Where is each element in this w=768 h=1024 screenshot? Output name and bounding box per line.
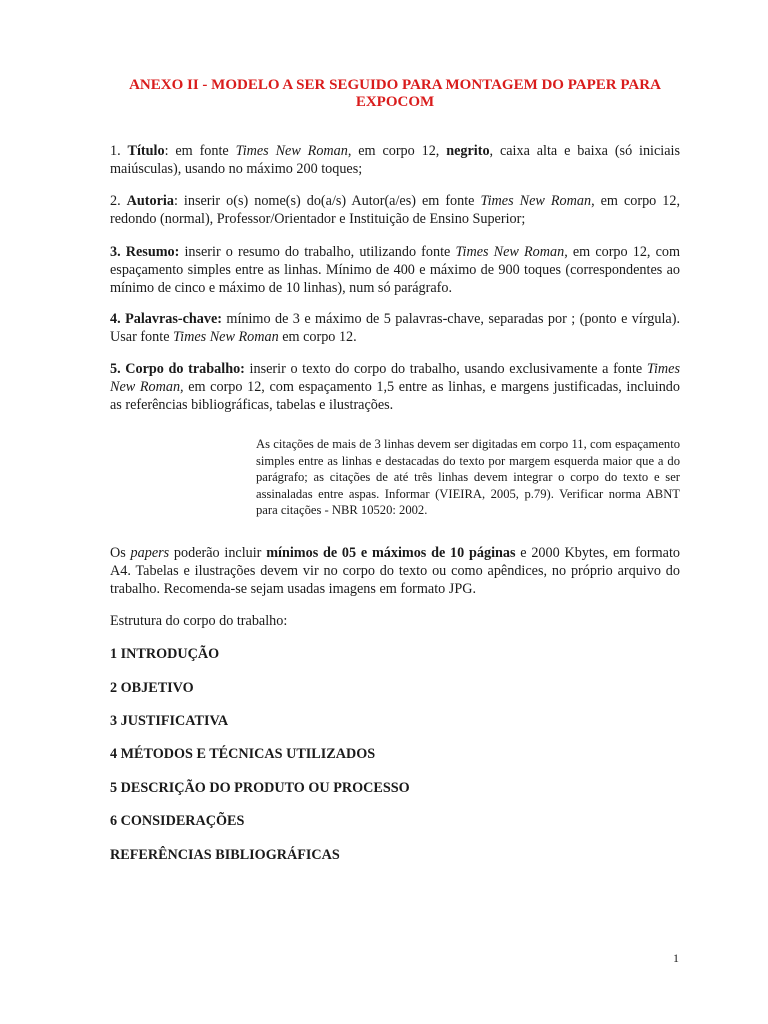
section-heading: 1 INTRODUÇÃO xyxy=(110,646,220,662)
papers-text: Os xyxy=(110,545,131,561)
item-text: , em corpo 12, redondo (normal), Professor/Orientador e Instituição de Ensino Superior; xyxy=(110,193,681,227)
papers-bold: mínimos de 05 e máximos de 10 páginas xyxy=(266,545,516,561)
item-text: em corpo 12, com espaçamento 1,5 entre as linhas, e margens justificadas, incluindo as referências bibliográficas, tabelas e ilustrações. xyxy=(110,379,680,413)
title-line-2: EXPOCOM xyxy=(355,94,435,110)
item-titulo xyxy=(110,142,680,178)
item-palavras-chave xyxy=(110,310,680,346)
section-heading: 6 CONSIDERAÇÕES xyxy=(110,813,245,829)
item-text: , em corpo 12, com espaçamento simples entre as linhas. Mínimo de 400 e máximo de 900 toques (correspondentes ao mínimo de cinco e máximo de 10 linhas), num só parágrafo. xyxy=(110,244,681,296)
item-text: : inserir o(s) nome(s) do(a/s) Autor(a/es) em fonte xyxy=(173,193,481,209)
item-text: mínimo de 3 e máximo de 5 palavras-chave, separadas por ; (ponto e vírgula). Usar fonte xyxy=(110,311,680,345)
papers-text: poderão incluir xyxy=(169,545,267,561)
item-autoria xyxy=(110,192,680,228)
item-text: inserir o texto do corpo do trabalho, usando exclusivamente a fonte xyxy=(244,361,647,377)
item-number: 1. xyxy=(110,143,128,159)
document-title xyxy=(110,77,680,111)
structure-label: Estrutura do corpo do trabalho: xyxy=(110,613,288,629)
item-label: Autoria xyxy=(126,193,174,209)
title-line-1: ANEXO II - MODELO A SER SEGUIDO PARA MONTAGEM DO PAPER PARA xyxy=(129,77,661,93)
item-text: , caixa alta e baixa (só iniciais maiúsculas), usando no máximo 200 toques; xyxy=(110,143,680,177)
section-heading: 2 OBJETIVO xyxy=(110,680,194,696)
item-text: , em corpo 12, xyxy=(347,143,447,159)
item-label: 3. Resumo: xyxy=(110,244,180,260)
item-number: 2. xyxy=(110,193,127,209)
item-text: inserir o resumo do trabalho, utilizando fonte xyxy=(179,244,456,260)
section-heading: 4 MÉTODOS E TÉCNICAS UTILIZADOS xyxy=(110,746,376,762)
item-text: : em fonte xyxy=(164,143,236,159)
bold-word: negrito xyxy=(446,143,490,159)
section-heading: REFERÊNCIAS BIBLIOGRÁFICAS xyxy=(110,847,340,863)
item-label: 4. Palavras-chave: xyxy=(110,311,222,327)
item-label: 5. Corpo do trabalho: xyxy=(110,361,245,377)
papers-italic: papers xyxy=(130,545,170,561)
item-resumo xyxy=(110,243,680,297)
page-number: 1 xyxy=(673,951,679,965)
item-corpo-do-trabalho xyxy=(110,360,680,414)
section-heading: 5 DESCRIÇÃO DO PRODUTO OU PROCESSO xyxy=(110,780,410,796)
section-heading: 3 JUSTIFICATIVA xyxy=(110,713,229,729)
citation-block: As citações de mais de 3 linhas devem ser digitadas em corpo 11, com espaçamento simples entre as linhas e destacadas do texto por margem esquerda maior que a do parágrafo; as citações de até três linhas devem integrar o corpo do texto e ser assinaladas entre aspas. Informar (VIEIRA, 2005, p.79). Verificar norma ABNT para citações - NBR 10520: 2002. xyxy=(256,437,680,517)
item-text: em corpo 12. xyxy=(278,329,357,345)
papers-text: e 2000 Kbytes, em formato A4. Tabelas e ilustrações devem vir no corpo do texto ou como apêndices, no próprio arquivo do trabalho. Recomenda-se sejam usadas imagens em formato JPG. xyxy=(110,545,680,597)
item-label: Título xyxy=(127,143,165,159)
font-name: Times New Roman xyxy=(480,193,592,209)
font-name: Times New Roman xyxy=(455,244,565,260)
font-name: Times New Roman xyxy=(235,143,348,159)
font-name: Times New Roman xyxy=(173,329,279,345)
papers-paragraph xyxy=(110,544,680,598)
font-name: Times New Roman, xyxy=(110,361,680,395)
